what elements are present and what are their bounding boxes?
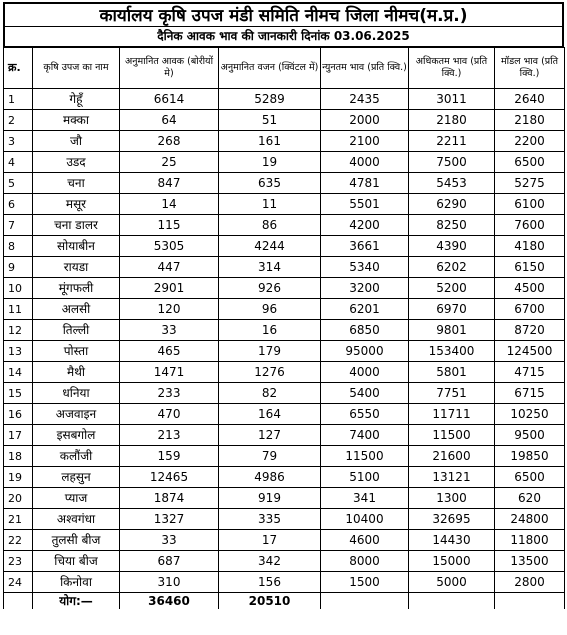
table-row <box>4 110 565 131</box>
crop-name-cell: पोस्ता <box>33 341 120 362</box>
modal-price-cell: 2800 <box>495 572 565 593</box>
max-price-cell: 2180 <box>409 110 495 131</box>
max-price-cell: 1300 <box>409 488 495 509</box>
arrival-bags-cell: 5305 <box>120 236 219 257</box>
arrival-weight-cell: 1276 <box>219 362 321 383</box>
arrival-bags-cell: 847 <box>120 173 219 194</box>
sr-cell: 20 <box>4 488 33 509</box>
arrival-bags-cell: 2901 <box>120 278 219 299</box>
min-price-cell: 4000 <box>321 152 409 173</box>
total-empty-min <box>321 593 409 610</box>
total-label: योग:— <box>33 593 120 610</box>
arrival-weight-cell: 19 <box>219 152 321 173</box>
rate-sheet <box>3 2 564 609</box>
table-row <box>4 278 565 299</box>
crop-name-cell: मूंगफली <box>33 278 120 299</box>
min-price-cell: 6201 <box>321 299 409 320</box>
min-price-cell: 341 <box>321 488 409 509</box>
min-price-cell: 6550 <box>321 404 409 425</box>
min-price-cell: 8000 <box>321 551 409 572</box>
max-price-cell: 21600 <box>409 446 495 467</box>
arrival-bags-cell: 687 <box>120 551 219 572</box>
modal-price-cell: 10250 <box>495 404 565 425</box>
modal-price-cell: 5275 <box>495 173 565 194</box>
arrival-bags-cell: 213 <box>120 425 219 446</box>
sr-cell: 6 <box>4 194 33 215</box>
arrival-weight-cell: 179 <box>219 341 321 362</box>
arrival-bags-cell: 64 <box>120 110 219 131</box>
page-title: कार्यालय कृषि उपज मंडी समिति नीमच जिला नीमच(म.प्र.) <box>3 2 564 27</box>
arrival-weight-cell: 17 <box>219 530 321 551</box>
header-modal-price: मॉडल भाव (प्रति क्वि.) <box>495 48 565 89</box>
crop-name-cell: रायडा <box>33 257 120 278</box>
total-empty-max <box>409 593 495 610</box>
arrival-bags-cell: 14 <box>120 194 219 215</box>
arrival-weight-cell: 86 <box>219 215 321 236</box>
modal-price-cell: 6500 <box>495 467 565 488</box>
modal-price-cell: 4180 <box>495 236 565 257</box>
table-row <box>4 320 565 341</box>
table-row <box>4 530 565 551</box>
min-price-cell: 5100 <box>321 467 409 488</box>
total-bags: 36460 <box>120 593 219 610</box>
sr-cell: 3 <box>4 131 33 152</box>
arrival-bags-cell: 159 <box>120 446 219 467</box>
arrival-weight-cell: 16 <box>219 320 321 341</box>
arrival-weight-cell: 156 <box>219 572 321 593</box>
sr-cell: 5 <box>4 173 33 194</box>
max-price-cell: 5453 <box>409 173 495 194</box>
arrival-bags-cell: 310 <box>120 572 219 593</box>
table-row <box>4 467 565 488</box>
min-price-cell: 2100 <box>321 131 409 152</box>
max-price-cell: 13121 <box>409 467 495 488</box>
modal-price-cell: 11800 <box>495 530 565 551</box>
max-price-cell: 6970 <box>409 299 495 320</box>
table-row <box>4 446 565 467</box>
total-weight: 20510 <box>219 593 321 610</box>
crop-name-cell: मसूर <box>33 194 120 215</box>
modal-price-cell: 6700 <box>495 299 565 320</box>
arrival-bags-cell: 33 <box>120 530 219 551</box>
table-row <box>4 299 565 320</box>
modal-price-cell: 13500 <box>495 551 565 572</box>
rates-table <box>3 47 565 609</box>
arrival-weight-cell: 79 <box>219 446 321 467</box>
arrival-bags-cell: 12465 <box>120 467 219 488</box>
table-row <box>4 236 565 257</box>
max-price-cell: 5000 <box>409 572 495 593</box>
sr-cell: 1 <box>4 89 33 110</box>
table-row <box>4 551 565 572</box>
min-price-cell: 4200 <box>321 215 409 236</box>
table-row <box>4 215 565 236</box>
max-price-cell: 2211 <box>409 131 495 152</box>
table-row <box>4 131 565 152</box>
table-header-row <box>4 48 565 89</box>
sr-cell: 14 <box>4 362 33 383</box>
sr-cell: 17 <box>4 425 33 446</box>
min-price-cell: 4781 <box>321 173 409 194</box>
table-row <box>4 89 565 110</box>
modal-price-cell: 4500 <box>495 278 565 299</box>
arrival-weight-cell: 342 <box>219 551 321 572</box>
crop-name-cell: तिल्ली <box>33 320 120 341</box>
table-row <box>4 488 565 509</box>
table-row <box>4 383 565 404</box>
table-row <box>4 152 565 173</box>
crop-name-cell: गेहूँ <box>33 89 120 110</box>
crop-name-cell: चना डालर <box>33 215 120 236</box>
min-price-cell: 5501 <box>321 194 409 215</box>
header-arrival-bags: अनुमानित आवक (बोरीयों मे) <box>120 48 219 89</box>
modal-price-cell: 620 <box>495 488 565 509</box>
min-price-cell: 2435 <box>321 89 409 110</box>
crop-name-cell: इसबगोल <box>33 425 120 446</box>
crop-name-cell: मैथी <box>33 362 120 383</box>
arrival-weight-cell: 635 <box>219 173 321 194</box>
arrival-weight-cell: 5289 <box>219 89 321 110</box>
min-price-cell: 5400 <box>321 383 409 404</box>
max-price-cell: 9801 <box>409 320 495 341</box>
crop-name-cell: तुलसी बीज <box>33 530 120 551</box>
modal-price-cell: 2640 <box>495 89 565 110</box>
header-crop: कृषि उपज का नाम <box>33 48 120 89</box>
arrival-weight-cell: 4244 <box>219 236 321 257</box>
min-price-cell: 3661 <box>321 236 409 257</box>
total-row <box>4 593 565 610</box>
crop-name-cell: अजवाइन <box>33 404 120 425</box>
arrival-weight-cell: 11 <box>219 194 321 215</box>
table-row <box>4 194 565 215</box>
crop-name-cell: चिया बीज <box>33 551 120 572</box>
sr-cell: 24 <box>4 572 33 593</box>
max-price-cell: 153400 <box>409 341 495 362</box>
arrival-weight-cell: 82 <box>219 383 321 404</box>
page-subtitle: दैनिक आवक भाव की जानकारी दिनांक 03.06.2025 <box>3 27 564 47</box>
modal-price-cell: 19850 <box>495 446 565 467</box>
sr-cell: 19 <box>4 467 33 488</box>
arrival-weight-cell: 127 <box>219 425 321 446</box>
max-price-cell: 11711 <box>409 404 495 425</box>
max-price-cell: 6290 <box>409 194 495 215</box>
arrival-bags-cell: 1471 <box>120 362 219 383</box>
arrival-weight-cell: 51 <box>219 110 321 131</box>
max-price-cell: 32695 <box>409 509 495 530</box>
max-price-cell: 6202 <box>409 257 495 278</box>
arrival-weight-cell: 926 <box>219 278 321 299</box>
min-price-cell: 10400 <box>321 509 409 530</box>
sr-cell: 22 <box>4 530 33 551</box>
crop-name-cell: उडद <box>33 152 120 173</box>
arrival-bags-cell: 465 <box>120 341 219 362</box>
sr-cell: 9 <box>4 257 33 278</box>
total-empty-modal <box>495 593 565 610</box>
max-price-cell: 11500 <box>409 425 495 446</box>
crop-name-cell: अश्वगंधा <box>33 509 120 530</box>
arrival-weight-cell: 919 <box>219 488 321 509</box>
crop-name-cell: अलसी <box>33 299 120 320</box>
min-price-cell: 4000 <box>321 362 409 383</box>
arrival-bags-cell: 1327 <box>120 509 219 530</box>
modal-price-cell: 24800 <box>495 509 565 530</box>
modal-price-cell: 8720 <box>495 320 565 341</box>
arrival-bags-cell: 268 <box>120 131 219 152</box>
arrival-bags-cell: 25 <box>120 152 219 173</box>
crop-name-cell: सोयाबीन <box>33 236 120 257</box>
arrival-weight-cell: 335 <box>219 509 321 530</box>
modal-price-cell: 6100 <box>495 194 565 215</box>
arrival-bags-cell: 120 <box>120 299 219 320</box>
modal-price-cell: 9500 <box>495 425 565 446</box>
table-row <box>4 257 565 278</box>
sr-cell: 13 <box>4 341 33 362</box>
header-min-price: न्युनतम भाव (प्रति क्वि.) <box>321 48 409 89</box>
sr-cell: 21 <box>4 509 33 530</box>
modal-price-cell: 6715 <box>495 383 565 404</box>
max-price-cell: 14430 <box>409 530 495 551</box>
max-price-cell: 5200 <box>409 278 495 299</box>
crop-name-cell: लहसुन <box>33 467 120 488</box>
sr-cell: 2 <box>4 110 33 131</box>
header-arrival-weight: अनुमानित वजन (क्विंटल में) <box>219 48 321 89</box>
header-sr: क्र. <box>4 48 33 89</box>
arrival-weight-cell: 161 <box>219 131 321 152</box>
sr-cell: 12 <box>4 320 33 341</box>
arrival-bags-cell: 233 <box>120 383 219 404</box>
crop-name-cell: धनिया <box>33 383 120 404</box>
max-price-cell: 8250 <box>409 215 495 236</box>
sr-cell: 11 <box>4 299 33 320</box>
min-price-cell: 1500 <box>321 572 409 593</box>
crop-name-cell: प्याज <box>33 488 120 509</box>
min-price-cell: 2000 <box>321 110 409 131</box>
modal-price-cell: 6150 <box>495 257 565 278</box>
max-price-cell: 4390 <box>409 236 495 257</box>
min-price-cell: 95000 <box>321 341 409 362</box>
arrival-weight-cell: 314 <box>219 257 321 278</box>
arrival-bags-cell: 470 <box>120 404 219 425</box>
arrival-weight-cell: 4986 <box>219 467 321 488</box>
max-price-cell: 5801 <box>409 362 495 383</box>
table-row <box>4 509 565 530</box>
min-price-cell: 6850 <box>321 320 409 341</box>
sr-cell: 16 <box>4 404 33 425</box>
table-row <box>4 341 565 362</box>
arrival-bags-cell: 1874 <box>120 488 219 509</box>
modal-price-cell: 4715 <box>495 362 565 383</box>
table-row <box>4 362 565 383</box>
arrival-weight-cell: 164 <box>219 404 321 425</box>
arrival-bags-cell: 115 <box>120 215 219 236</box>
arrival-weight-cell: 96 <box>219 299 321 320</box>
sr-cell: 7 <box>4 215 33 236</box>
min-price-cell: 3200 <box>321 278 409 299</box>
modal-price-cell: 6500 <box>495 152 565 173</box>
min-price-cell: 11500 <box>321 446 409 467</box>
header-max-price: अधिकतम भाव (प्रति क्वि.) <box>409 48 495 89</box>
modal-price-cell: 2180 <box>495 110 565 131</box>
min-price-cell: 5340 <box>321 257 409 278</box>
sr-cell: 10 <box>4 278 33 299</box>
table-row <box>4 173 565 194</box>
table-row <box>4 572 565 593</box>
crop-name-cell: मक्का <box>33 110 120 131</box>
arrival-bags-cell: 6614 <box>120 89 219 110</box>
crop-name-cell: कलौंजी <box>33 446 120 467</box>
modal-price-cell: 124500 <box>495 341 565 362</box>
arrival-bags-cell: 33 <box>120 320 219 341</box>
total-sr-cell <box>4 593 33 610</box>
max-price-cell: 3011 <box>409 89 495 110</box>
table-row <box>4 425 565 446</box>
sr-cell: 23 <box>4 551 33 572</box>
crop-name-cell: चना <box>33 173 120 194</box>
table-body <box>4 89 565 593</box>
min-price-cell: 7400 <box>321 425 409 446</box>
modal-price-cell: 7600 <box>495 215 565 236</box>
max-price-cell: 15000 <box>409 551 495 572</box>
crop-name-cell: जौ <box>33 131 120 152</box>
sr-cell: 8 <box>4 236 33 257</box>
sr-cell: 4 <box>4 152 33 173</box>
crop-name-cell: किनोवा <box>33 572 120 593</box>
table-row <box>4 404 565 425</box>
sr-cell: 15 <box>4 383 33 404</box>
modal-price-cell: 2200 <box>495 131 565 152</box>
max-price-cell: 7751 <box>409 383 495 404</box>
sr-cell: 18 <box>4 446 33 467</box>
max-price-cell: 7500 <box>409 152 495 173</box>
min-price-cell: 4600 <box>321 530 409 551</box>
arrival-bags-cell: 447 <box>120 257 219 278</box>
